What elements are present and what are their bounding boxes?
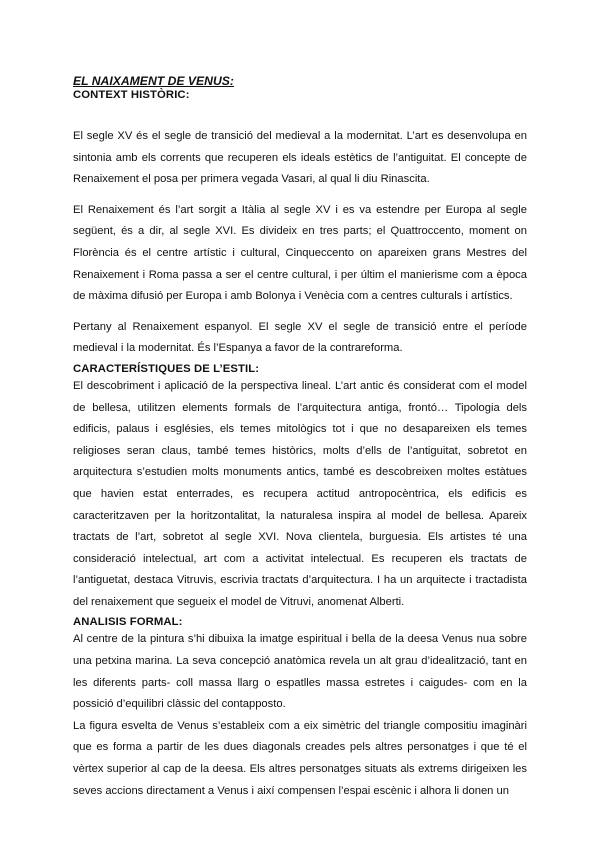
document-title: EL NAIXAMENT DE VENUS: [73, 74, 234, 88]
context-heading: CONTEXT HISTÒRIC: [73, 89, 190, 101]
spacer [73, 308, 527, 317]
formal-paragraph-1: Al centre de la pintura s’hi dibuixa la imatge espiritual i bella de la deesa Venus nua sobre una petxina marina. La seva concepció anatòmica revela un alt grau d’idealització, tant en les diferents parts- coll massa llarg o espatlles massa estretes i caigudes- com en la possició d’equilibri clàssic del contapposto. [73, 633, 527, 711]
context-paragraph-1: El segle XV és el segle de transició del medieval a la modernitat. L’art es desenvolupa en sintonia amb els corrents que recuperen els ideals estètics de l’antiguitat. El concepte de Renaixement el posa per primera vegada Vasari, al qual li diu Rinascita. [73, 130, 527, 186]
style-heading: CARACTERÍSTIQUES DE L’ESTIL: [73, 362, 260, 375]
style-paragraph: El descobriment i aplicació de la perspectiva lineal. L’art antic és considerat com el model de bellesa, utilitzen elements formals de l’arquitectura antiga, frontó… Tipologia dels edificis, palaus i esglésies, els temes mitològics tot i que no desapareixen els temes religioses seran claus, també temes històrics, molts d’ells de l’antiguitat, sobretot en arquitectura s’estudien molts monuments antics, també es descobreixen moltes estàtues que havien estat enterrades, es recupera actitud antropocèntrica, els edificis es caracteritzaven per la horitzontalitat, la naturalesa inspira al model de bellesa. Apareix tractats de l’art, sobretot al segle XVI. Nova clientela, burguesia. Els artistes té una consideració intelectual, art com a activitat intelectual. Es recuperen els tractats de l’antiguetat, destaca Vitruvis, escrivia tractats d’arquitectura. I ha un arquitecte i tractadista del renaixement que segueix el model de Vitruvi, anomenat Alberti. [73, 379, 527, 608]
formal-heading: ANALISIS FORMAL: [73, 616, 183, 629]
context-paragraph-3: Pertany al Renaixement espanyol. El segle XV el segle de transició entre el període medieval i la modernitat. És l’Espanya a favor de la contrareforma. [73, 320, 527, 355]
context-paragraph-2: El Renaixement és l’art sorgit a Itàlia al segle XV i es va estendre per Europa al segle següent, és a dir, al segle XVI. Es divideix en tres parts; el Quattroccento, moment on Florència és el centre artístic i cultural, Cinqueccento on apareixen grans Mestres del Renaixement i Roma passa a ser el centre cultural, i per últim el manierisme com a època de màxima difusió per Europa i amb Bolonya i Venècia com a centres culturals i artístics. [73, 203, 527, 303]
spacer [73, 102, 527, 126]
spacer [73, 191, 527, 200]
formal-paragraph-2: La figura esvelta de Venus s’estableix com a eix simètric del triangle compositiu imaginàri que es forma a partir de les dues diagonals creades pels altres personatges i que té el vèrtex superior al cap de la deesa. Els altres personatges situats als extrems dirigeixen les seves accions directament a Venus i així compensen l’espai escènic i alhora li donen un [73, 719, 527, 797]
